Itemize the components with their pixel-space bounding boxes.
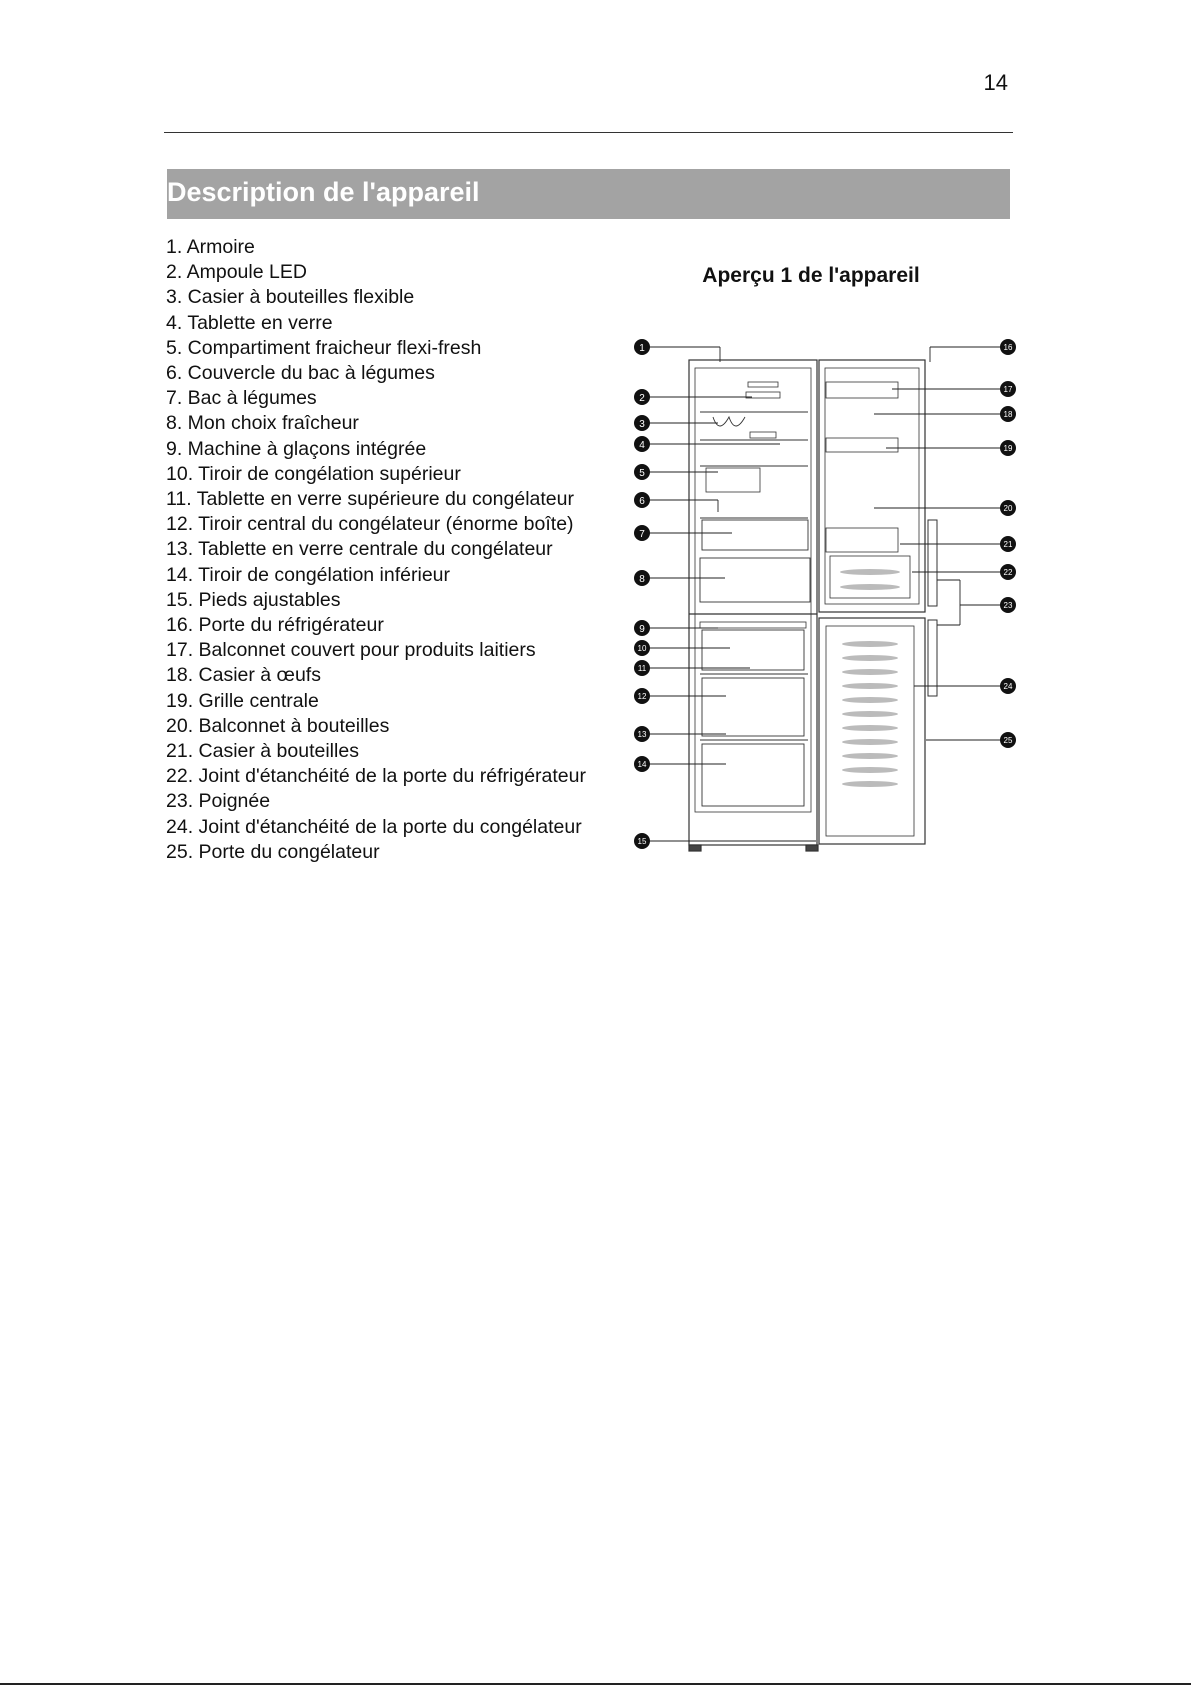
svg-text:15: 15	[637, 837, 647, 846]
door-patterns	[840, 569, 900, 787]
appliance-diagram	[630, 330, 1020, 860]
callout-14	[634, 756, 650, 772]
legend-item: 5. Compartiment fraicheur flexi-fresh	[166, 336, 482, 359]
bottle-rack	[713, 417, 745, 426]
svg-text:10: 10	[637, 644, 647, 653]
section-title: Description de l'appareil	[167, 177, 480, 207]
legend-item: 22. Joint d'étanchéité de la porte du réfrigérateur	[166, 765, 586, 788]
legend-item: 13. Tablette en verre centrale du congélateur	[166, 538, 553, 561]
legend-item: 16. Porte du réfrigérateur	[166, 614, 384, 637]
legend-item: 14. Tiroir de congélation inférieur	[166, 563, 450, 586]
freezer-middle-drawer	[702, 678, 804, 736]
diagram-title: Aperçu 1 de l'appareil	[702, 264, 920, 287]
svg-text:4: 4	[639, 440, 645, 451]
svg-text:3: 3	[639, 419, 645, 430]
legend-item: 8. Mon choix fraîcheur	[166, 412, 359, 435]
svg-text:8: 8	[639, 574, 645, 585]
svg-text:20: 20	[1003, 504, 1013, 513]
callout-1	[634, 339, 650, 355]
page-number: 14	[983, 70, 1008, 95]
svg-text:14: 14	[637, 760, 647, 769]
led-lamp	[748, 382, 778, 387]
svg-text:23: 23	[1003, 601, 1013, 610]
freezer-handle	[928, 620, 937, 696]
crisper-drawer	[702, 520, 808, 550]
freezer-door	[819, 618, 925, 844]
callout-8	[634, 570, 650, 586]
svg-text:24: 24	[1003, 682, 1013, 691]
callout-12	[634, 688, 650, 704]
callout-22	[1000, 564, 1016, 580]
legend-item: 2. Ampoule LED	[166, 261, 307, 284]
callout-16	[1000, 339, 1016, 355]
legend-item: 17. Balconnet couvert pour produits laitiers	[166, 639, 536, 662]
svg-text:13: 13	[637, 730, 647, 739]
middle-rack	[826, 438, 898, 452]
svg-text:6: 6	[639, 496, 645, 507]
callout-10	[634, 640, 650, 656]
callout-4	[634, 436, 650, 452]
callout-21	[1000, 536, 1016, 552]
callout-13	[634, 726, 650, 742]
cabinet-outline	[689, 360, 817, 845]
svg-text:22: 22	[1003, 568, 1013, 577]
svg-text:21: 21	[1003, 540, 1013, 549]
callout-9	[634, 620, 650, 636]
svg-text:12: 12	[637, 692, 647, 701]
legend-item: 11. Tablette en verre supérieure du congélateur	[166, 488, 574, 511]
parts-legend	[166, 235, 586, 865]
svg-text:5: 5	[639, 468, 645, 479]
legend-item: 10. Tiroir de congélation supérieur	[166, 462, 461, 485]
legend-item: 21. Casier à bouteilles	[166, 740, 359, 763]
callout-11	[634, 660, 650, 676]
legend-item: 23. Poignée	[166, 790, 271, 813]
callout-19	[1000, 440, 1016, 456]
legend-item: 19. Grille centrale	[166, 689, 319, 712]
legend-item: 24. Joint d'étanchéité de la porte du congélateur	[166, 815, 582, 838]
my-fresh-choice	[700, 558, 810, 602]
callout-15	[634, 833, 650, 849]
legend-item: 25. Porte du congélateur	[166, 840, 380, 863]
fridge-door-gasket	[830, 556, 910, 598]
legend-item: 9. Machine à glaçons intégrée	[166, 437, 427, 460]
legend-item: 4. Tablette en verre	[166, 311, 333, 334]
fridge-handle	[928, 520, 937, 606]
svg-text:1: 1	[639, 343, 645, 354]
bottle-balcony	[826, 528, 898, 552]
legend-item: 18. Casier à œufs	[166, 664, 321, 687]
legend-item: 1. Armoire	[166, 236, 255, 258]
callout-18	[1000, 406, 1016, 422]
callout-20	[1000, 500, 1016, 516]
callout-5	[634, 464, 650, 480]
callout-7	[634, 525, 650, 541]
cabinet-inner	[695, 368, 811, 812]
svg-text:11: 11	[637, 664, 647, 673]
legend-item: 6. Couvercle du bac à légumes	[166, 362, 435, 385]
foot-right	[806, 845, 818, 851]
header-rule	[164, 132, 1013, 133]
freezer-upper-drawer	[702, 630, 804, 670]
callout-17	[1000, 381, 1016, 397]
svg-text:25: 25	[1003, 736, 1013, 745]
callout-25	[1000, 732, 1016, 748]
svg-text:18: 18	[1003, 410, 1013, 419]
svg-text:16: 16	[1003, 343, 1013, 352]
svg-text:7: 7	[639, 529, 645, 540]
section-header	[167, 169, 1010, 219]
dairy-balcony	[826, 382, 898, 398]
callout-2	[634, 389, 650, 405]
legend-item: 12. Tiroir central du congélateur (énorme boîte)	[166, 513, 574, 536]
legend-item: 7. Bac à légumes	[166, 387, 317, 410]
svg-text:2: 2	[639, 393, 645, 404]
svg-text:17: 17	[1003, 385, 1013, 394]
callout-23	[1000, 597, 1016, 613]
svg-text:9: 9	[639, 624, 645, 635]
foot-left	[689, 845, 701, 851]
callout-6	[634, 492, 650, 508]
callout-3	[634, 415, 650, 431]
callout-24	[1000, 678, 1016, 694]
freezer-lower-drawer	[702, 744, 804, 806]
svg-text:19: 19	[1003, 444, 1013, 453]
legend-item: 20. Balconnet à bouteilles	[166, 714, 390, 737]
legend-item: 15. Pieds ajustables	[166, 588, 341, 611]
appliance-drawing	[689, 360, 937, 851]
legend-item: 3. Casier à bouteilles flexible	[166, 286, 415, 309]
